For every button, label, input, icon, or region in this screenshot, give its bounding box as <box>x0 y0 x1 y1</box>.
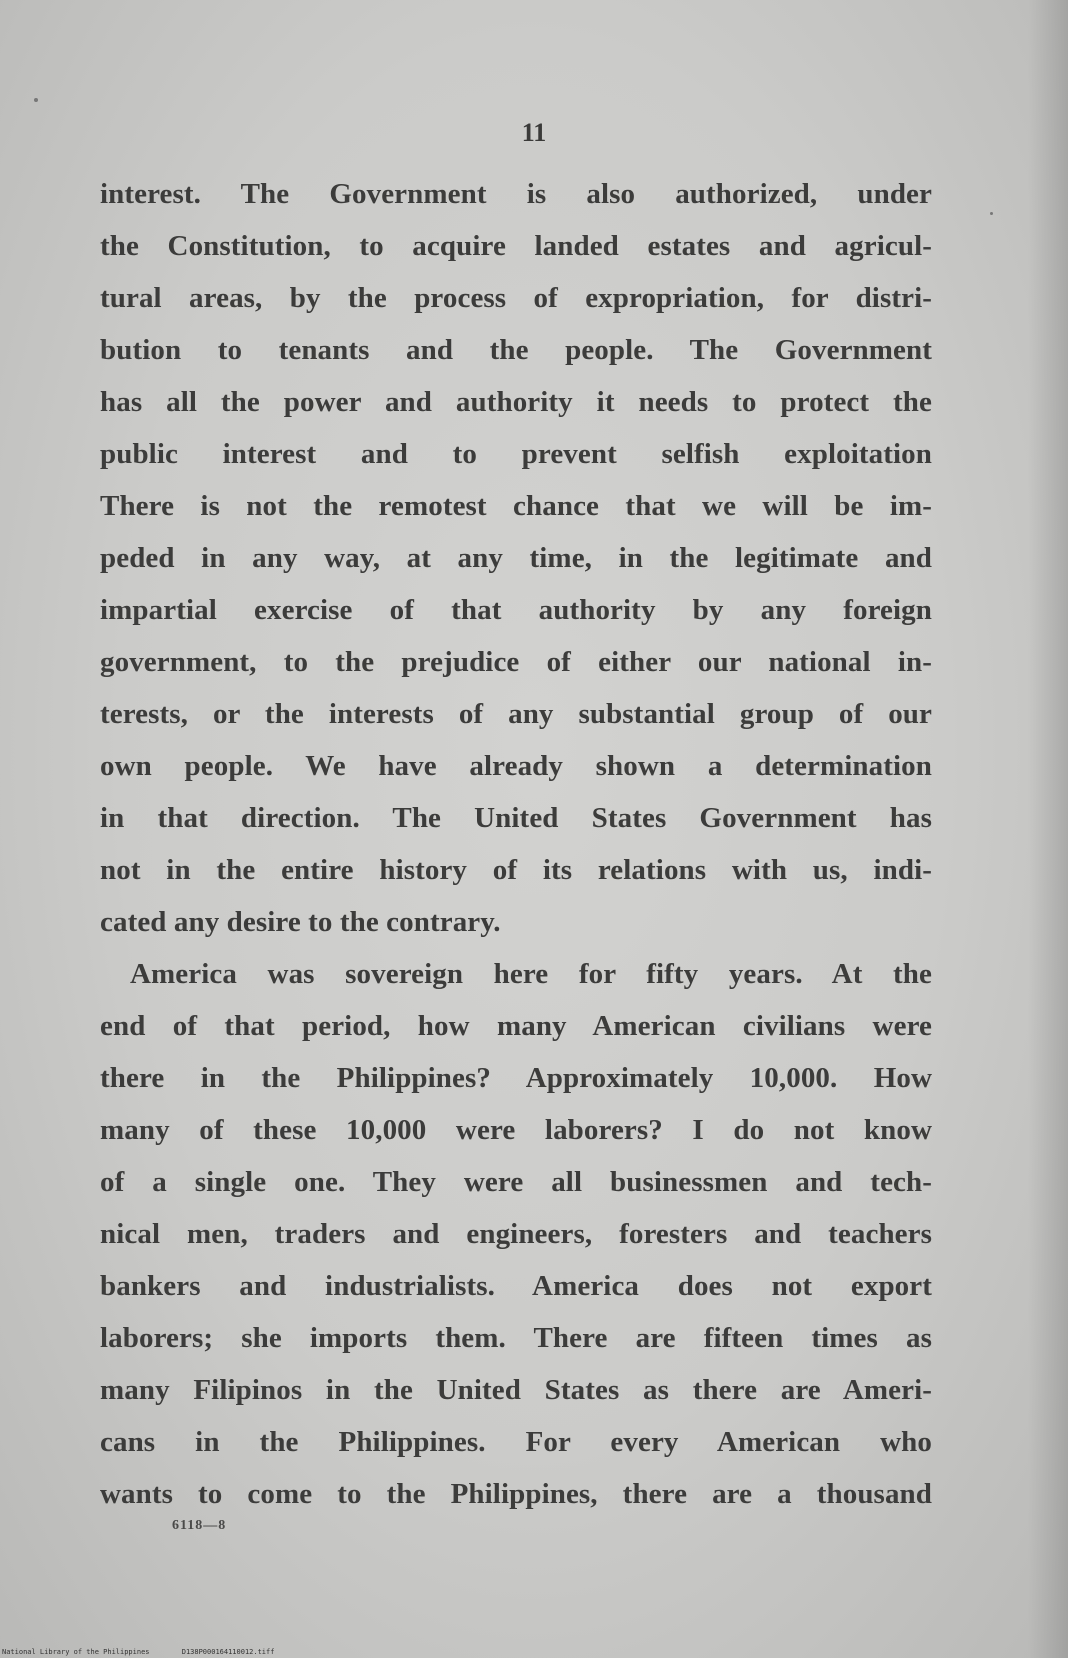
text-line: of a single one. They were all businessmen and tech- <box>100 1166 932 1198</box>
footer-library: National Library of the Philippines <box>2 1648 150 1656</box>
text-line: the Constitution, to acquire landed estates and agricul- <box>100 230 932 262</box>
text-line: in that direction. The United States Government has <box>100 802 932 834</box>
printer-signature-mark: 6118—8 <box>172 1518 227 1533</box>
text-line: terests, or the interests of any substantial group of our <box>100 698 932 730</box>
page-number: 11 <box>521 118 547 147</box>
text-line: impartial exercise of that authority by any foreign <box>100 594 932 626</box>
text-line: end of that period, how many American civilians were <box>100 1010 932 1042</box>
text-line: has all the power and authority it needs to protect the <box>100 386 932 418</box>
text-line: public interest and to prevent selfish exploitation <box>100 438 932 470</box>
dust-speck <box>34 98 38 102</box>
scan-footer <box>2 1648 302 1656</box>
text-line: cans in the Philippines. For every American who <box>100 1426 932 1458</box>
body-text <box>100 168 932 1520</box>
text-line: bution to tenants and the people. The Government <box>100 334 932 366</box>
text-line: there in the Philippines? Approximately 10,000. How <box>100 1062 932 1094</box>
text-line: own people. We have already shown a determination <box>100 750 932 782</box>
text-line: laborers; she imports them. There are fifteen times as <box>100 1322 932 1354</box>
text-line: peded in any way, at any time, in the legitimate and <box>100 542 932 574</box>
text-line: There is not the remotest chance that we will be im- <box>100 490 932 522</box>
text-line: not in the entire history of its relations with us, indi- <box>100 854 932 886</box>
page-edge-shadow <box>1028 0 1068 1658</box>
text-line: wants to come to the Philippines, there are a thousand <box>100 1478 932 1510</box>
text-line-paragraph-start: America was sovereign here for fifty years. At the <box>130 958 932 990</box>
text-line: many Filipinos in the United States as there are Ameri- <box>100 1374 932 1406</box>
text-line: nical men, traders and engineers, foresters and teachers <box>100 1218 932 1250</box>
text-line: tural areas, by the process of expropriation, for distri- <box>100 282 932 314</box>
text-line: bankers and industrialists. America does not export <box>100 1270 932 1302</box>
text-line: many of these 10,000 were laborers? I do not know <box>100 1114 932 1146</box>
text-line: interest. The Government is also authorized, under <box>100 178 932 210</box>
dust-speck <box>990 212 993 215</box>
text-line-paragraph-end: cated any desire to the contrary. <box>100 906 501 938</box>
text-line: government, to the prejudice of either our national in- <box>100 646 932 678</box>
footer-filename: D138P000164110012.tiff <box>181 1648 275 1656</box>
